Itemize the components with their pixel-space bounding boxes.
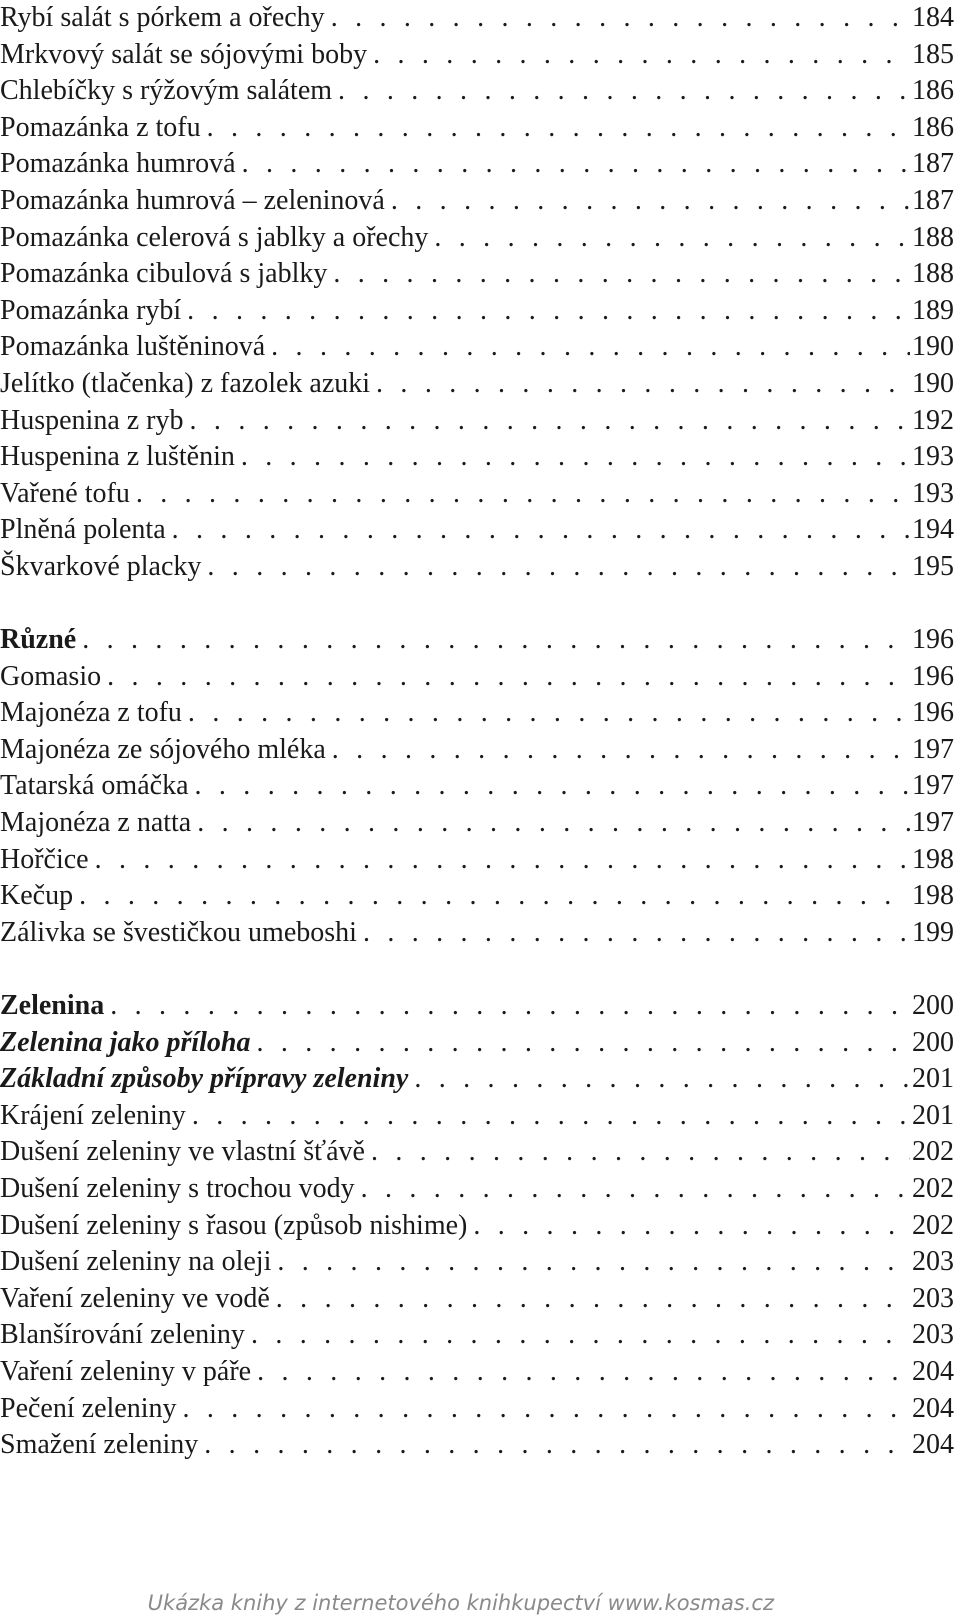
dot-leader [277,1244,910,1281]
toc-entry-page-number: 184 [912,2,954,33]
toc-entry [0,622,954,659]
toc-entry-title: Blanšírování zeleniny [0,1319,245,1351]
toc-entry-title: Dušení zeleniny na oleji [0,1246,272,1278]
toc-entry [0,476,954,513]
toc-group [0,0,954,586]
toc-entry-page-number: 195 [912,550,954,582]
dot-leader [107,659,910,696]
toc-entry-page-number: 204 [912,1392,954,1424]
toc-entry-page-number: 188 [912,221,954,253]
dot-leader [361,1171,910,1208]
toc-entry-title: Krájení zeleniny [0,1099,186,1131]
dot-leader [333,256,910,293]
toc-entry-page-number: 189 [912,294,954,326]
toc-entry-title: Huspenina z luštěnin [0,441,235,473]
dot-leader [473,1208,910,1245]
toc-entry [0,37,954,74]
toc-entry-title: Vaření zeleniny v páře [0,1355,252,1387]
toc-entry [0,768,954,805]
toc-entry-title: Škvarkové placky [0,550,202,582]
toc-entry-page-number: 190 [912,367,954,399]
dot-leader [197,805,910,842]
dot-leader [207,549,910,586]
toc-entry-page-number: 202 [912,1173,954,1204]
toc-entry [0,512,954,549]
dot-leader [332,732,910,769]
dot-leader [391,183,910,220]
toc-entry-title: Dušení zeleniny s řasou (způsob nishime) [0,1209,468,1241]
toc-entry [0,293,954,330]
toc-entry [0,1025,954,1062]
toc-entry-title: Dušení zeleniny ve vlastní šťávě [0,1136,365,1168]
toc-entry [0,1208,954,1245]
toc-entry-page-number: 193 [912,477,954,509]
toc-entry [0,732,954,769]
dot-leader [257,1354,910,1391]
toc-entry-title: Jelítko (tlačenka) z fazolek azuki [0,367,371,399]
toc-entry [0,146,954,183]
toc-entry [0,915,954,952]
dot-leader [192,1098,910,1135]
toc-entry-page-number: 198 [912,843,954,875]
toc-entry-page-number: 200 [912,1026,954,1058]
dot-leader [363,915,910,952]
toc-entry-page-number: 196 [912,624,954,656]
toc-entry-title: Zelenina jako příloha [0,1026,251,1058]
toc-entry [0,439,954,476]
toc-entry-title: Pečení zeleniny [0,1392,177,1424]
toc-entry-page-number: 196 [912,697,954,729]
dot-leader [251,1317,910,1354]
toc-entry [0,1134,954,1171]
toc-entry [0,256,954,293]
toc-entry-page-number: 187 [912,184,954,216]
dot-leader [241,439,910,476]
toc-entry-page-number: 193 [912,441,954,473]
toc-entry-title: Pomazánka z tofu [0,111,201,143]
toc-entry-title: Plněná polenta [0,514,166,546]
toc-entry [0,842,954,879]
dot-leader [172,512,910,549]
toc-entry [0,878,954,915]
toc-entry [0,1244,954,1281]
toc-entry [0,805,954,842]
dot-leader [204,1427,910,1464]
toc-entry-title: Pomazánka humrová – zeleninová [0,184,385,216]
toc-entry-title: Huspenina z ryb [0,404,184,436]
toc-entry [0,1098,954,1135]
toc-entry-page-number: 202 [912,1209,954,1241]
toc-entry-page-number: 201 [912,1099,954,1131]
toc-entry [0,1317,954,1354]
toc-entry-title: Pomazánka celerová s jablky a ořechy [0,221,429,253]
dot-leader [376,366,910,403]
toc-entry-page-number: 199 [912,916,954,948]
dot-leader [371,1134,910,1171]
dot-leader [188,695,910,732]
dot-leader [95,842,910,879]
toc-entry-title: Pomazánka cibulová s jablky [0,258,328,290]
toc-entry [0,0,954,37]
toc-entry-title: Kečup [0,880,74,912]
dot-leader [331,0,910,37]
dot-leader [414,1061,910,1098]
toc-entry [0,366,954,403]
toc-entry [0,1171,954,1208]
dot-leader [79,878,910,915]
toc-entry-title: Pomazánka luštěninová [0,331,266,363]
toc-entry-page-number: 188 [912,258,954,290]
toc-entry [0,549,954,586]
toc-entry-title: Majonéza ze sójového mléka [0,733,326,765]
dot-leader [195,768,911,805]
toc-entry-page-number: 203 [912,1319,954,1351]
toc-entry-title: Různé [0,624,77,656]
toc-entry-title: Majonéza z natta [0,807,192,839]
toc-entry-page-number: 203 [912,1282,954,1314]
toc-entry-title: Majonéza z tofu [0,697,182,729]
toc-entry-title: Zálivka se švestičkou umeboshi [0,916,357,948]
dot-leader [276,1281,910,1318]
dot-leader [82,622,910,659]
toc-entry-page-number: 194 [912,514,954,546]
dot-leader [434,220,910,257]
toc-entry [0,1281,954,1318]
toc-entry [0,183,954,220]
dot-leader [271,329,910,366]
toc-entry [0,329,954,366]
toc-entry-title: Vařené tofu [0,477,130,509]
toc-entry-page-number: 197 [912,770,954,802]
dot-leader [182,1391,910,1428]
dot-leader [190,403,910,440]
toc-entry-title: Vaření zeleniny ve vodě [0,1282,270,1314]
toc-entry-page-number: 204 [912,1355,954,1387]
toc-entry-page-number: 197 [912,807,954,839]
toc-entry-page-number: 204 [912,1429,954,1461]
toc-entry-title: Tatarská omáčka [0,770,189,802]
toc-group [0,622,954,951]
toc-entry-title: Rybí salát s pórkem a ořechy [0,2,325,33]
toc-entry-title: Základní způsoby přípravy zeleniny [0,1063,409,1095]
toc-entry-title: Dušení zeleniny s trochou vody [0,1173,355,1204]
toc-entry [0,659,954,696]
toc-entry-page-number: 192 [912,404,954,436]
footer-text: Ukázka knihy z internetového knihkupectví www.kosmas.cz [147,1591,774,1615]
dot-leader [242,146,910,183]
toc-entry-page-number: 203 [912,1246,954,1278]
dot-leader [207,110,910,147]
toc-entry-title: Pomazánka humrová [0,148,236,180]
toc-entry [0,1427,954,1464]
toc-entry-title: Zelenina [0,990,105,1022]
toc-entry-page-number: 186 [912,75,954,107]
toc-entry-page-number: 190 [912,331,954,363]
toc-entry-title: Pomazánka rybí [0,294,182,326]
toc-entry-page-number: 196 [912,660,954,692]
toc-entry-page-number: 197 [912,733,954,765]
toc-entry [0,220,954,257]
toc-entry-page-number: 201 [912,1063,954,1095]
dot-leader [187,293,910,330]
toc-entry-title: Chlebíčky s rýžovým salátem [0,75,333,107]
toc-entry-page-number: 202 [912,1136,954,1168]
dot-leader [338,73,910,110]
toc-entry [0,73,954,110]
toc-entry [0,988,954,1025]
toc-entry [0,403,954,440]
dot-leader [110,988,910,1025]
toc-entry-page-number: 200 [912,990,954,1022]
toc-entry-page-number: 185 [912,38,954,70]
toc-entry [0,110,954,147]
dot-leader [373,37,910,74]
toc-entry-page-number: 187 [912,148,954,180]
toc-entry-title: Gomasio [0,660,102,692]
dot-leader [256,1025,910,1062]
toc-group [0,988,954,1464]
toc-entry [0,1061,954,1098]
toc-entry-page-number: 198 [912,880,954,912]
dot-leader [136,476,910,513]
toc-entry-title: Hořčice [0,843,89,875]
toc-entry [0,695,954,732]
toc-entry [0,1391,954,1428]
toc-entry-page-number: 186 [912,111,954,143]
toc-entry-title: Smažení zeleniny [0,1429,199,1461]
toc-entry-title: Mrkvový salát se sójovými boby [0,38,368,70]
toc-entry [0,1354,954,1391]
